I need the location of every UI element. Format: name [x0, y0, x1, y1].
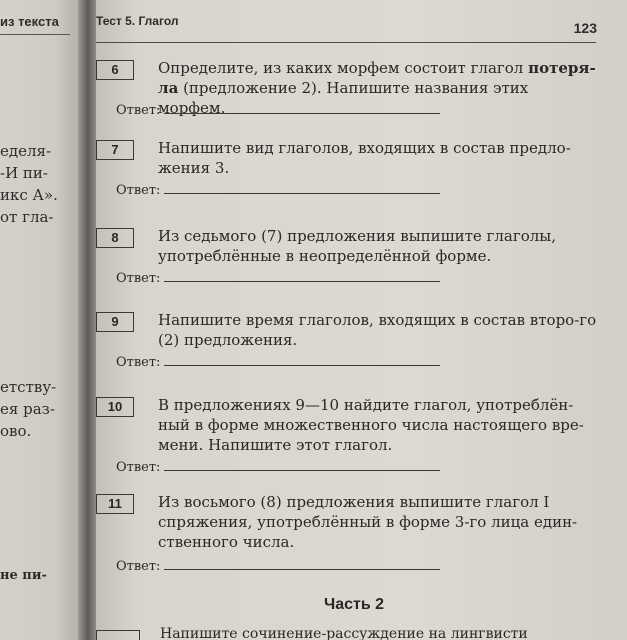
answer-line[interactable]: [164, 270, 440, 282]
page-number: 123: [573, 20, 597, 36]
task-number-box: 9: [96, 312, 134, 332]
answer-line[interactable]: [164, 459, 440, 471]
task-question: В предложениях 9—10 найдите глагол, употреблён-ный в форме множественного числа настоящего вре-мени. Напишите этот глагол.: [158, 396, 584, 454]
task-question: Из восьмого (8) предложения выпишите глагол I спряжения, употреблённый в форме 3-го лица един-ственного числа.: [158, 493, 578, 551]
task-number-box: 10: [96, 397, 134, 417]
answer-label: Ответ:: [116, 183, 161, 198]
left-fragment: ово.: [0, 422, 32, 440]
left-fragment: от гла-: [0, 208, 54, 226]
task-question: Из седьмого (7) предложения выпишите глаголы, употреблённые в неопределённой форме.: [158, 227, 556, 265]
answer-label: Ответ:: [116, 460, 161, 475]
task-number-box: 6: [96, 60, 134, 80]
answer-field[interactable]: [116, 354, 440, 370]
task-number-box: 11: [96, 494, 134, 514]
left-fragment: ея раз-: [0, 400, 55, 418]
task-question: Напишите время глаголов, входящих в состав второ-го (2) предложения.: [158, 311, 597, 349]
left-fragment: -И пи-: [0, 164, 48, 182]
left-fragment: еделя-: [0, 142, 52, 160]
header-rule: [96, 42, 596, 43]
left-fragment: етству-: [0, 378, 57, 396]
answer-line[interactable]: [164, 354, 440, 366]
answer-field[interactable]: [116, 459, 440, 475]
left-page: [0, 0, 78, 640]
task-question: Напишите вид глаголов, входящих в состав предло-жения 3.: [158, 139, 571, 177]
answer-line[interactable]: [164, 182, 440, 194]
answer-label: Ответ:: [116, 559, 161, 574]
task-question: Напишите сочинение-рассуждение на лингвисти: [160, 626, 528, 640]
answer-label: Ответ:: [116, 271, 161, 286]
task-question: Определите, из каких морфем состоит глагол потеря-ла (предложение 2). Напишите названия этих морфем.: [158, 59, 596, 117]
page-title: Тест 5. Глагол: [96, 14, 179, 28]
task-number-box: [96, 630, 140, 640]
right-page: [96, 0, 627, 640]
left-header-rule: [0, 34, 70, 35]
left-fragment: икс А».: [0, 186, 58, 204]
left-fragment: не пи-: [0, 568, 47, 583]
answer-label: Ответ:: [116, 103, 161, 118]
answer-label: Ответ:: [116, 355, 161, 370]
answer-line[interactable]: [164, 102, 440, 114]
answer-field[interactable]: [116, 182, 440, 198]
left-page-header: из текста: [0, 14, 59, 29]
answer-line[interactable]: [164, 558, 440, 570]
answer-field[interactable]: [116, 270, 440, 286]
part-2-heading: Часть 2: [324, 596, 385, 613]
task-number-box: 8: [96, 228, 134, 248]
answer-field[interactable]: [116, 102, 440, 118]
task-number-box: 7: [96, 140, 134, 160]
answer-field[interactable]: [116, 558, 440, 574]
book-gutter: [78, 0, 96, 640]
